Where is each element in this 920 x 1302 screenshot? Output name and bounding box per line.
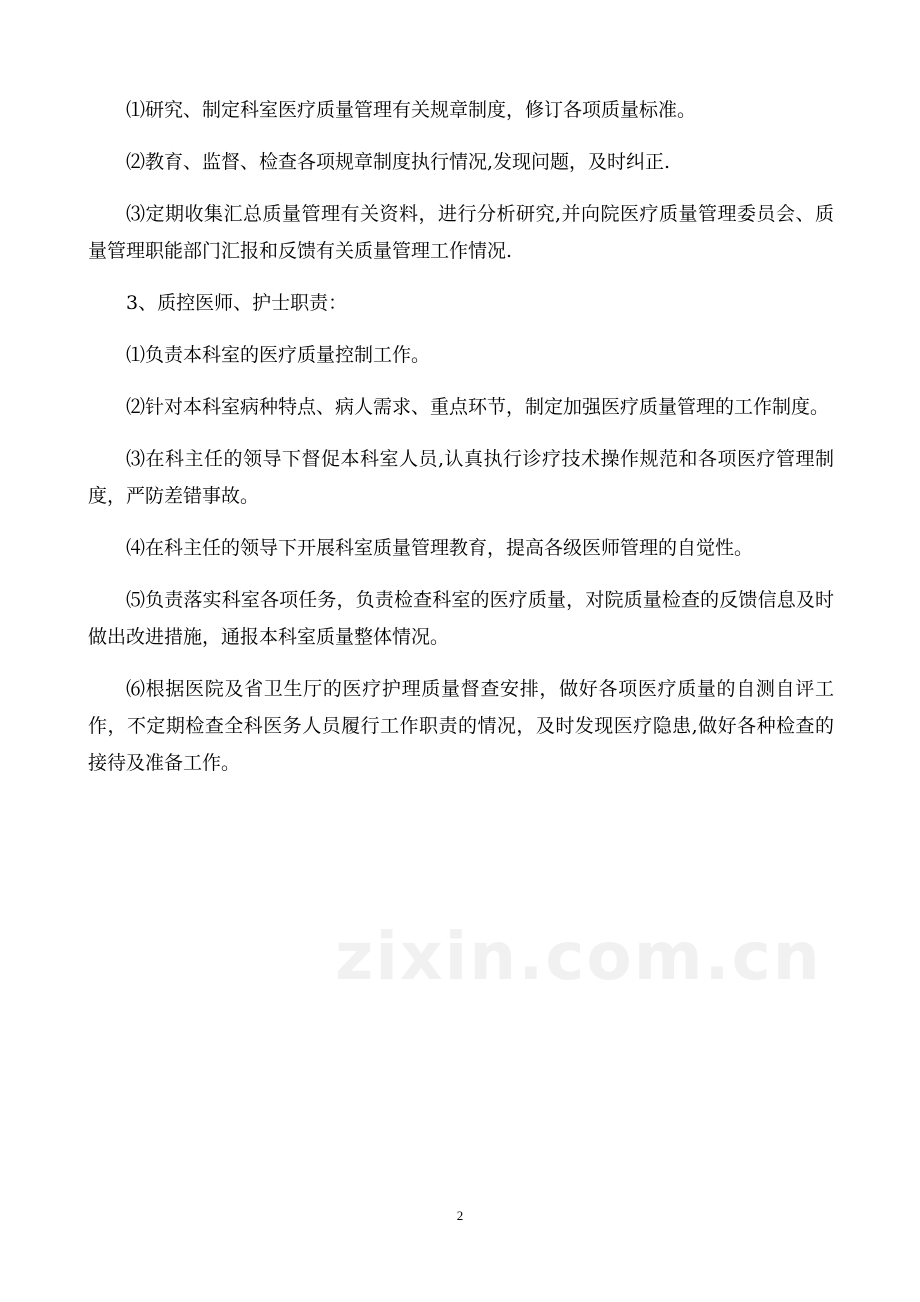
paragraph-5: ⑵针对本科室病种特点、病人需求、重点环节，制定加强医疗质量管理的工作制度。 (126, 396, 830, 418)
document-body (88, 92, 834, 797)
paragraph-2: ⑵教育、监督、检查各项规章制度执行情况,发现问题，及时纠正. (126, 151, 671, 173)
paragraph-9: ⑹根据医院及省卫生厅的医疗护理质量督查安排，做好各项医疗质量的自测自评工作，不定期检查全科医务人员履行工作职责的情况，及时发现医疗隐患,做好各种检查的接待及准备工作。 (88, 678, 834, 774)
paragraph-4: ⑴负责本科室的医疗质量控制工作。 (126, 344, 431, 366)
paragraph-7: ⑷在科主任的领导下开展科室质量管理教育，提高各级医师管理的自觉性。 (126, 537, 754, 559)
section-heading-3: 3、质控医师、护士职责： (126, 292, 348, 314)
watermark: zixin.com.cn (335, 918, 822, 995)
paragraph-8: ⑸负责落实科室各项任务，负责检查科室的医疗质量，对院质量检查的反馈信息及时做出改进措施，通报本科室质量整体情况。 (88, 589, 834, 648)
paragraph-6: ⑶在科主任的领导下督促本科室人员,认真执行诊疗技术操作规范和各项医疗管理制度，严防差错事故。 (88, 448, 834, 507)
paragraph-1: ⑴研究、制定科室医疗质量管理有关规章制度，修订各项质量标准。 (126, 99, 697, 121)
paragraph-3: ⑶定期收集汇总质量管理有关资料，进行分析研究,并向院医疗质量管理委员会、质量管理职能部门汇报和反馈有关质量管理工作情况. (88, 203, 834, 262)
page-number: 2 (456, 1208, 464, 1223)
